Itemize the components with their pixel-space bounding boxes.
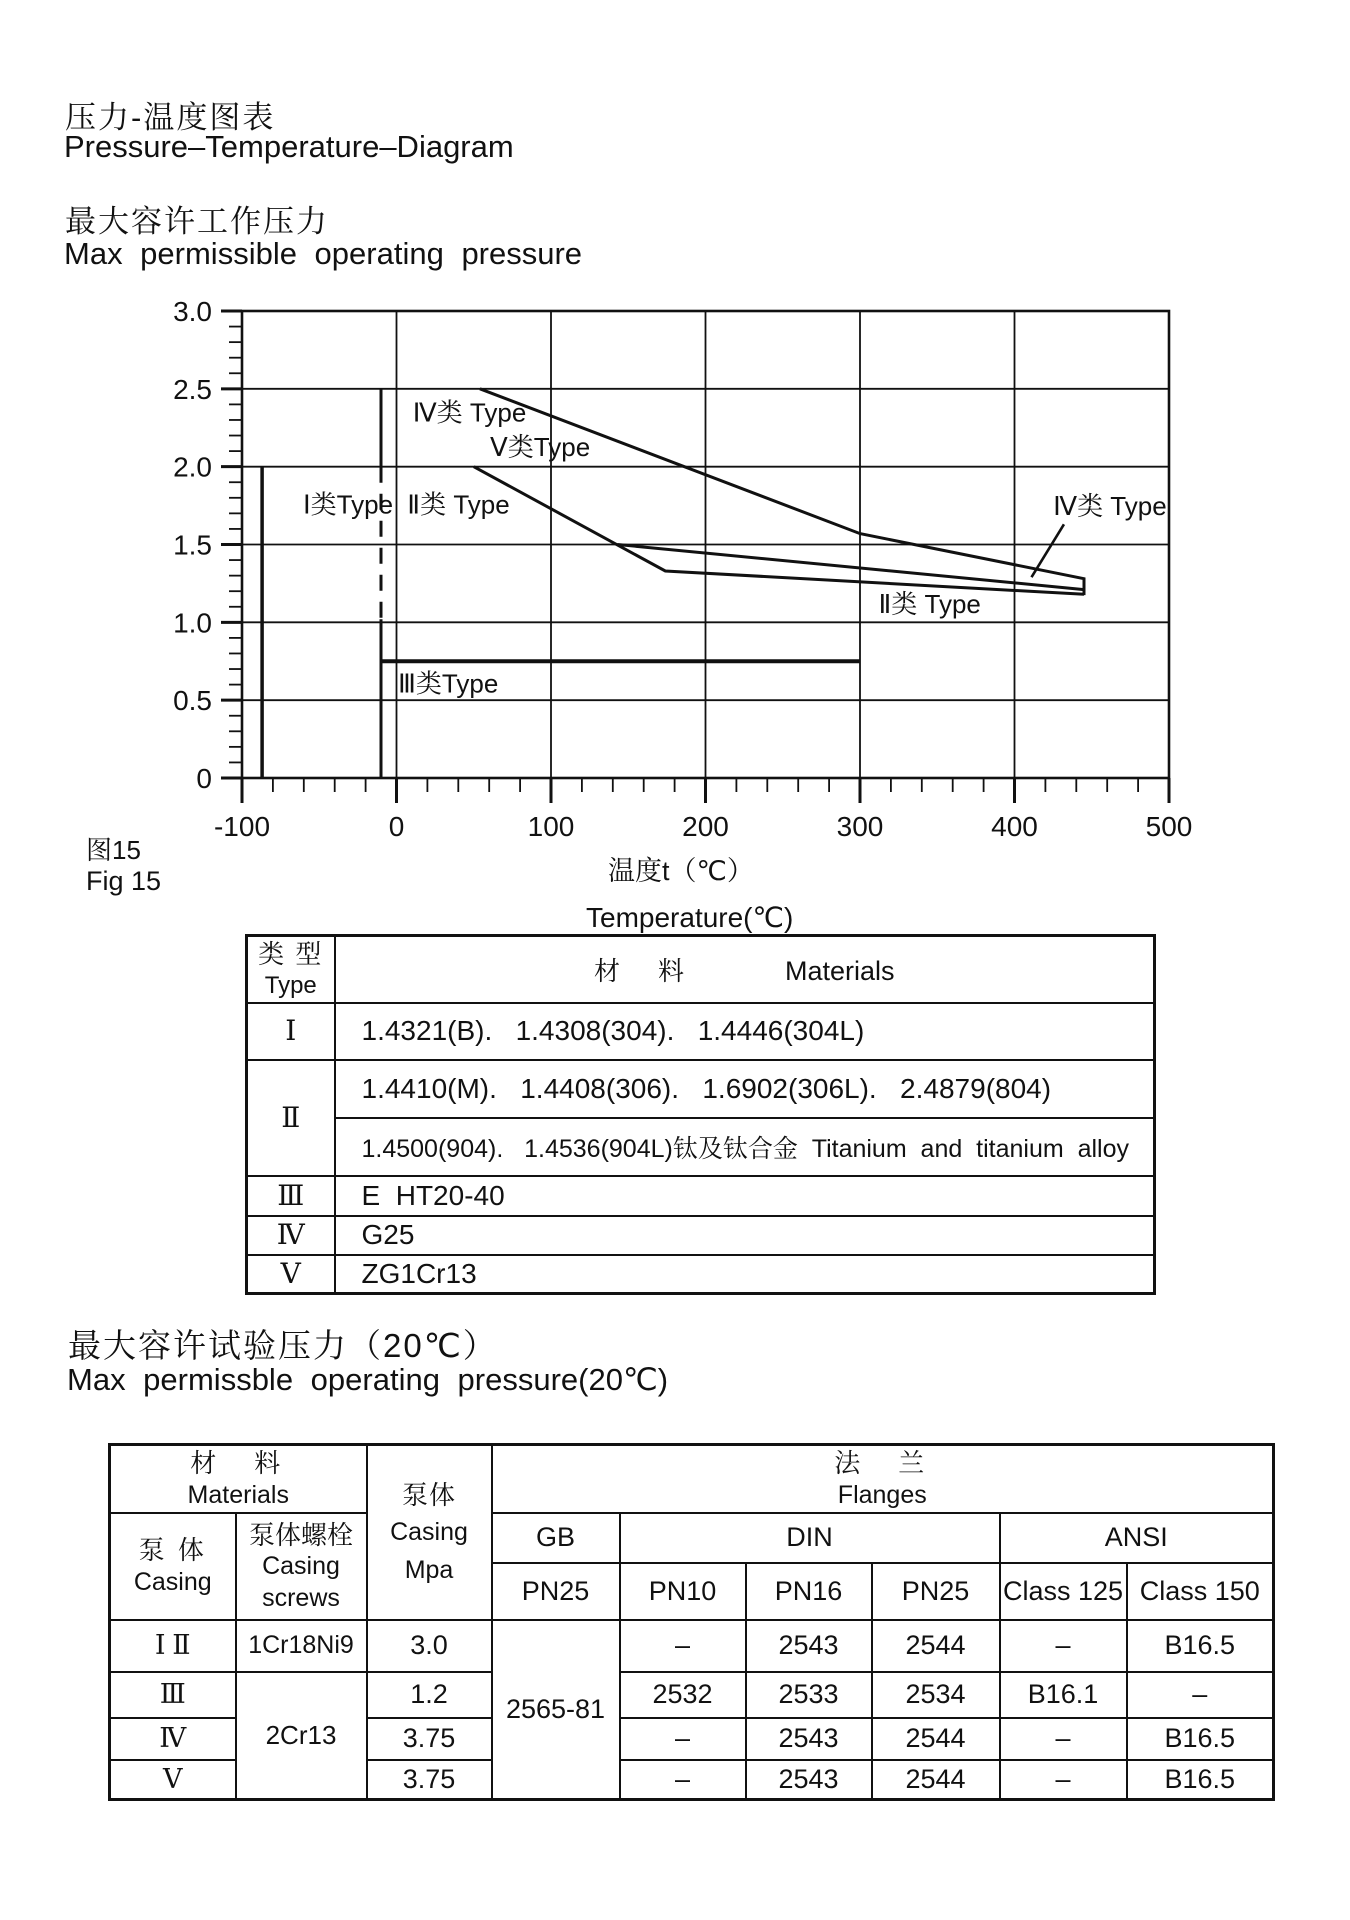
- casing-header-en: Casing: [133, 1567, 212, 1596]
- header-row-1: [110, 1445, 1274, 1513]
- class125-cell: B16.1: [1000, 1672, 1127, 1718]
- pn16-cell: 2543: [746, 1620, 872, 1672]
- materials-group-header: [110, 1445, 367, 1513]
- class150-cell: B16.5: [1127, 1620, 1274, 1672]
- materials-header-cn: 材 料: [593, 955, 690, 986]
- header-row-2: [110, 1513, 1274, 1563]
- section2-title-cn: 最大容许试验压力（20℃）: [68, 1327, 498, 1364]
- pn-header: PN25: [492, 1563, 620, 1620]
- x-tick-label: 300: [836, 811, 884, 842]
- flanges-group-header: [492, 1445, 1274, 1513]
- x-tick-label: 0: [388, 811, 405, 842]
- mpa-cell: 1.2: [367, 1672, 492, 1718]
- type-cell: Ⅳ: [247, 1216, 335, 1255]
- gb-standard-cell: 2565-81: [492, 1620, 620, 1800]
- casing-header: [110, 1513, 236, 1620]
- materials-group-cn: 材 料: [190, 1448, 287, 1478]
- section1-title-en: Max permissible operating pressure: [64, 236, 583, 271]
- casing-header-cn: 泵 体: [138, 1535, 207, 1566]
- ansi-header: ANSI: [1000, 1513, 1274, 1563]
- figure-number-en: Fig 15: [86, 866, 162, 896]
- table-row: [247, 1216, 1155, 1255]
- class-header: Class 125: [1000, 1563, 1127, 1620]
- casing-mpa-header: [367, 1445, 492, 1620]
- pn10-cell: 2532: [620, 1672, 746, 1718]
- materials-table: [245, 934, 1156, 1295]
- label-type-v: Ⅴ类Type: [490, 431, 591, 462]
- y-tick-label: 3.0: [173, 296, 212, 327]
- y-tick-label: 0.5: [173, 685, 212, 717]
- materials-cell: 1.4410(M). 1.4408(306). 1.6902(306L). 2.4879(804): [335, 1060, 1155, 1118]
- screws-header-cn: 泵体螺栓: [249, 1519, 354, 1550]
- class150-cell: –: [1127, 1672, 1274, 1718]
- type-header-en: Type: [264, 971, 317, 999]
- table-row: [247, 1003, 1155, 1060]
- materials-cell: E HT20-40: [335, 1176, 1155, 1216]
- y-tick-label: 1.0: [173, 607, 212, 639]
- x-axis-title-en: Temperature(℃): [586, 902, 794, 933]
- screws-header: [236, 1513, 367, 1620]
- din-header: DIN: [620, 1513, 1000, 1563]
- test-pressure-table: [108, 1443, 1275, 1801]
- flanges-group-cn: 法 兰: [834, 1448, 931, 1478]
- screws-header-en1: Casing: [262, 1552, 340, 1581]
- gb-header: GB: [492, 1513, 620, 1563]
- x-tick-label: 400: [991, 811, 1038, 842]
- materials-cell: 1.4321(B). 1.4308(304). 1.4446(304L): [335, 1003, 1155, 1060]
- mpa-cell: 3.75: [367, 1760, 492, 1800]
- mpa-cell: 3.0: [367, 1620, 492, 1672]
- type-cell: Ⅲ: [247, 1176, 335, 1216]
- figure-number-cn: 图15: [86, 835, 141, 865]
- y-tick-label: 1.5: [173, 529, 212, 561]
- materials-cell: 1.4500(904). 1.4536(904L)钛及钛合金 Titanium and titanium alloy: [335, 1118, 1155, 1176]
- x-tick-label: -100: [213, 811, 271, 842]
- screws-cell: 2Cr13: [236, 1672, 367, 1800]
- section1-title-cn: 最大容许工作压力: [65, 204, 329, 239]
- pn25-cell: 2544: [872, 1718, 1000, 1760]
- label-type-iv-left: Ⅳ类 Type: [412, 397, 527, 428]
- type-iv-leader-line: [1031, 524, 1063, 577]
- page-title-en: Pressure–Temperature–Diagram: [64, 129, 514, 164]
- type-II-boundary-line: [474, 467, 1084, 595]
- type-header-cell: [247, 936, 335, 1003]
- x-tick-label: 500: [1145, 811, 1193, 842]
- row-type-cell: Ⅳ: [110, 1718, 236, 1760]
- table-header-row: [247, 936, 1155, 1003]
- materials-header-cell: [335, 936, 1155, 1003]
- pn10-cell: –: [620, 1620, 746, 1672]
- y-tick-label: 0: [196, 763, 212, 794]
- pn16-cell: 2543: [746, 1718, 872, 1760]
- casing-mpa-cn: 泵体: [402, 1479, 457, 1510]
- row-type-cell: Ⅴ: [110, 1760, 236, 1800]
- pn25-cell: 2544: [872, 1760, 1000, 1800]
- pn10-cell: –: [620, 1760, 746, 1800]
- pn-header: PN16: [746, 1563, 872, 1620]
- class150-cell: B16.5: [1127, 1760, 1274, 1800]
- materials-header-en: Materials: [784, 955, 895, 986]
- table-row: [247, 1255, 1155, 1294]
- class125-cell: –: [1000, 1620, 1127, 1672]
- label-type-ii-right: Ⅱ类 Type: [878, 589, 981, 619]
- table-row: [247, 1118, 1155, 1176]
- page-title-cn: 压力-温度图表: [65, 100, 276, 135]
- data-row: [110, 1620, 1274, 1672]
- table-row: [247, 1176, 1155, 1216]
- pn10-cell: –: [620, 1718, 746, 1760]
- type-IV-boundary-line: [480, 389, 1084, 595]
- y-tick-label: 2.5: [173, 373, 212, 405]
- casing-mpa-en: Casing: [390, 1518, 468, 1547]
- row-type-cell: Ⅰ Ⅱ: [110, 1620, 236, 1672]
- class-header: Class 150: [1127, 1563, 1274, 1620]
- type-cell: Ⅰ: [247, 1003, 335, 1060]
- row-type-cell: Ⅲ: [110, 1672, 236, 1718]
- pn-header: PN25: [872, 1563, 1000, 1620]
- materials-group-en: Materials: [187, 1480, 289, 1509]
- x-tick-label: 100: [527, 811, 575, 842]
- pn25-cell: 2544: [872, 1620, 1000, 1672]
- x-axis-title-cn: 温度t（℃）: [608, 856, 754, 886]
- pn25-cell: 2534: [872, 1672, 1000, 1718]
- x-tick-label: 200: [682, 811, 729, 842]
- class125-cell: –: [1000, 1718, 1127, 1760]
- label-type-ii-left: Ⅱ类 Type: [407, 489, 510, 520]
- screws-cell: 1Cr18Ni9: [236, 1620, 367, 1672]
- type-cell: Ⅴ: [247, 1255, 335, 1294]
- y-tick-label: 2.0: [173, 451, 212, 483]
- pn16-cell: 2533: [746, 1672, 872, 1718]
- pn-header: PN10: [620, 1563, 746, 1620]
- table-row: [247, 1060, 1155, 1118]
- materials-cell: ZG1Cr13: [335, 1255, 1155, 1294]
- data-row: [110, 1672, 1274, 1718]
- pn16-cell: 2543: [746, 1760, 872, 1800]
- screws-header-en2: screws: [262, 1583, 340, 1612]
- type-cell: Ⅱ: [247, 1060, 335, 1176]
- flanges-group-en: Flanges: [837, 1480, 927, 1509]
- label-type-iii: Ⅲ类Type: [398, 668, 499, 699]
- class150-cell: B16.5: [1127, 1718, 1274, 1760]
- casing-mpa-unit: Mpa: [404, 1555, 454, 1584]
- section2-title-en: Max permissble operating pressure(20℃): [67, 1362, 669, 1397]
- mpa-cell: 3.75: [367, 1718, 492, 1760]
- label-type-iv-right: Ⅳ类 Type: [1053, 490, 1167, 521]
- type-header-cn: 类 型: [258, 939, 324, 969]
- label-type-i: Ⅰ类Type: [303, 489, 394, 520]
- class125-cell: –: [1000, 1760, 1127, 1800]
- materials-cell: G25: [335, 1216, 1155, 1255]
